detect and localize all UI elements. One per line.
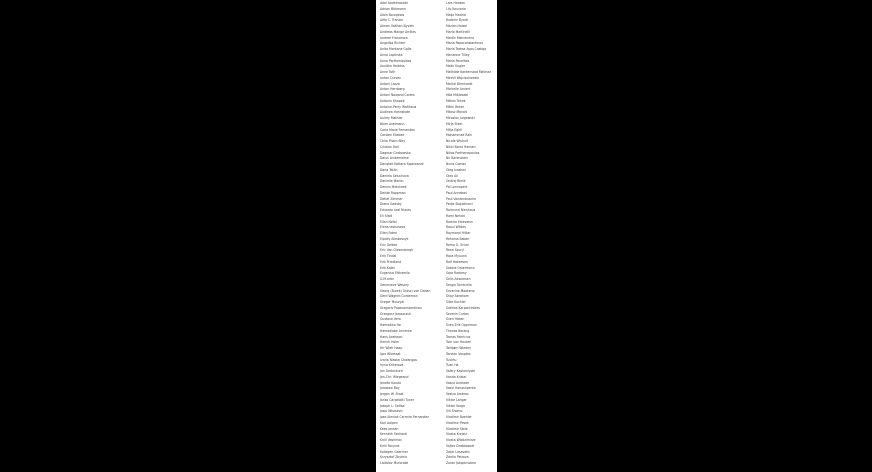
name-entry: Vasco Andrade [446,380,470,385]
name-entry: Henrik Holm [380,340,400,345]
name-entry: Vlasta Wlodzimirze [446,438,476,442]
name-entry: Vladimir Stele [446,426,468,431]
name-entry: Paul Annebos [446,190,467,195]
name-entry: Valery Kasheniyoki [446,369,476,373]
name-entry: Alman Vaithen Nyvels [380,24,414,28]
name-entry: Rolf Hakeesen [446,259,469,264]
name-entry: Lars Hansen [446,1,466,5]
name-entry: Anton Craven [380,75,402,80]
name-entry: Severin Curtes [446,311,469,316]
name-entry: Janelle Kaudo [380,380,401,385]
name-entry: Gerd Wagner-Gunteman [380,294,418,299]
name-entry: Anton Hernberg [380,87,405,92]
name-entry: Remo G. Scirai [446,242,469,247]
name-entry: Vladimir Boehler [446,415,472,419]
name-entry: Raimund Nienhaus [446,208,476,212]
name-entry: Georg (Burek) Gross) von Dahan [380,288,431,293]
name-entry: Dagmar Grabowska [380,150,411,155]
name-entry: Erik Tindal [380,254,397,258]
name-entry: Tomas Fabricius [446,334,471,339]
name-entry: Mario Martinelli [446,29,470,34]
name-entry: Adrian Böhmann [380,6,406,11]
name-entry: Michelle Arviert [446,87,471,92]
name-entry: Anna Parthenissides [380,58,412,63]
name-entry: Sabine Ostermann [446,265,475,270]
name-entry: Mifja Egirli [446,127,463,132]
name-entry: Zoran Jakopirnokeo [446,461,476,465]
name-entry: Oleg Ivashev [446,167,467,172]
name-entry: Cristian Hall [380,144,399,149]
name-entry: Vanda Kristal [446,374,467,379]
name-entry: Nuria Comas [446,162,466,166]
name-entry: Karl Aalpen [380,420,398,425]
name-entry: Iryna Krikerova [380,363,404,368]
name-entry: Antoine-Perry Walthaus [380,104,417,109]
name-entry: Hans Axelsson [380,334,403,339]
name-entry: Vestra Ambros [446,392,469,396]
name-entry: Sven Erik Oppriman [446,323,477,327]
name-entry: Andree Francesca [380,35,408,40]
name-entry: Annitka Helbina [380,64,405,69]
name-entry: Michal Bernhardt [446,81,473,86]
name-entry: Miroslav Jurgowski [446,116,475,120]
name-entry: Severine Maakeno [446,288,475,293]
names-column-right [446,1,496,467]
name-entry: Mikki Reher [446,104,465,109]
name-entry: Aulrey Mathier [380,116,403,120]
name-entry: Hamadiabe Annmire [380,328,412,333]
name-entry: Ondrej Bielik [446,179,466,184]
name-entry: Vladimir Pesek [446,420,469,425]
name-entry: G.M.artin [380,277,395,281]
name-entry: Vili Shomo [446,409,463,414]
name-entry: Jaroslaw Bay [380,386,400,391]
name-entry: Ruderin Byarti [446,18,469,23]
name-entry: Raymond Hilliar [446,231,471,235]
name-entry: Eric Van Glesenbergh [380,248,414,253]
name-entry: Anna Lapinska [380,52,403,57]
name-entry: Andreas Mange Arrilles [380,29,416,34]
name-entry: Daria Tatlin [380,167,398,172]
name-entry: Paul Vandenbusche [446,196,477,201]
name-entry: Angelika Richter [380,41,406,46]
name-entry: Carla Marie Fernandes [380,127,415,132]
name-entry: Vojtec Drabkowski [446,443,475,448]
name-entry: Raoul Wildes [446,225,466,230]
name-entry: Silke Kuchler [446,300,466,304]
name-entry: Antonin Khopek [380,98,405,103]
name-entry: Tuan Ha [446,363,459,368]
name-entry: Jan-Chr. Wiegeand [380,374,409,379]
name-entry: Sara Radomy [446,271,467,276]
name-entry: Gustavo Vera [380,317,401,322]
name-entry: Rehaina Baben [446,236,470,241]
name-entry: Rami Nehari [446,213,466,218]
name-entry: Viktor Langer [446,397,467,402]
name-entry: Vlasta Krejssi [446,432,467,437]
name-entry: Grzegorz Jaroszczuk [380,311,412,316]
name-entry: Mathilde Kantenstad Matinez [446,70,492,74]
name-entry: Gregor Muszyal [380,300,405,304]
name-entry: Anita Montane Galle [380,47,412,51]
name-entry: Kirill Vosrimov [380,438,402,442]
name-entry: Torsten Vongtes [446,351,471,356]
name-entry: Jonas Carpelotti Tuner [380,397,414,402]
name-entry: Mecsil Wojciechowski [446,75,480,80]
name-entry: Eduardo Leal Nunes [380,208,411,212]
name-entry: Miklos Tenek [446,98,466,103]
name-entry: Marion Holzel [446,24,467,28]
name-entry: Tom van Houten [446,340,472,345]
name-entry: Selin Aksaresen [446,277,471,281]
name-entry: Mirja Stein [446,121,463,126]
name-entry: Antoni Nowand Cortes [380,93,415,97]
name-entry: Daniela Seluchova [380,173,409,178]
name-entry: Nicole Wishuit [446,139,468,143]
name-entry: Elian Nefal [380,219,397,224]
name-entry: Kenneth Sechanti [380,432,408,437]
name-entry: Martin Meinenrine [446,35,475,40]
name-entry: Ramiro Estevanin [446,219,474,224]
name-entry: Danielle Martin [380,179,404,184]
name-entry: Dangtalt Kottara Sopkwandi [380,162,424,166]
name-entry: Kirill Rorjunk [380,443,400,448]
name-entry: Vasyl Hanashpenta [446,386,476,391]
name-entry: Genevieve Wesory [380,282,409,287]
name-entry: Rene Szucji [446,248,464,253]
name-entry: Tuvirtu [446,357,457,362]
name-entry: Mohammad Rahi [446,133,473,138]
name-entry: Mila Miklowski [446,93,469,97]
name-entry: Kollegen Gaertner [380,449,409,454]
name-entry: Sergio Torrecello [446,282,472,287]
name-entry: Marianne Tilley [446,52,470,57]
name-entry: Dennis Metcheek [380,185,407,189]
name-entry: Shay Abraham [446,294,469,299]
name-entry: Viktor Varga [446,403,465,408]
name-entry: Krzysztof Zbytnio [380,455,408,460]
name-entry: Evgenius Efthamilo [380,271,410,276]
name-entry: Elpidiy Aleskovsyk [380,236,409,241]
name-entry: Anne Toth [380,70,396,74]
name-entry: Pedja Stojadinovi [446,202,473,207]
name-entry: Deiste Rappman [380,190,406,195]
name-entry: Erik Katel [380,265,395,270]
name-entry: Milosz Manalt [446,110,467,115]
name-entry: Carsten Ekebed [380,133,405,138]
name-entry: Jergen W. Staal [380,392,404,396]
name-entry: Gregoris Papaconstantinou [380,305,422,310]
name-entry: Joseph L. Selfaa [380,403,405,408]
name-entry: Maria Teresa Ayas Castigo [446,47,487,51]
name-entry: Eli Sfatt [380,213,393,218]
name-entry: Ladislav Murbroke [380,461,409,465]
name-entry: Torbjørn Wieden [446,346,471,350]
name-entry: Antoni Laczo [380,81,400,86]
name-entry: Adel Abdelmoulah [380,1,409,5]
name-entry: Chiia Pham Bley [380,139,406,143]
name-entry: Josip Nikosevic [380,409,403,414]
name-entry: Jan Gedankurd [380,369,403,373]
name-entry: Nikos Parthenopoulos [446,150,480,155]
name-entry: Maija Madrid [446,12,466,17]
name-entry: Thanos Berang [446,328,470,333]
name-entry: Erik Friedland [380,259,402,264]
name-entry: Zetar Lasavetic [446,449,471,454]
name-entry: Alfio C. Tranzer [380,18,404,23]
name-entry: Kees Jansen [380,426,399,431]
name-entry: Ellen Fateri [380,231,398,235]
name-entry: Alain Bourgeois [380,12,405,17]
name-entry: Roza Myuunn [446,254,467,258]
name-entry: Maria Papaconstantinou [446,41,484,46]
name-entry: Jose Alexiak Carreira Fernandez [380,415,429,419]
name-entry: Ivaria Nikolai Chwangpu [380,357,418,362]
name-entry: Zdeňa Petrova [446,455,469,460]
name-entry: Nikki Barra Hansen [446,144,476,149]
name-entry: Sotirios Karpontinides [446,305,480,310]
name-entry: Igor Wlamsat [380,351,401,356]
name-entry: Detlef Zimmer [380,196,403,201]
name-entry: Pal Lennopert [446,185,468,189]
name-entry: Diana Gadsby [380,202,402,207]
credits-panel [376,0,497,472]
name-entry: Hamadika Ho [380,323,401,327]
name-entry: Nir Barenstein [446,156,469,161]
name-entry: Lily Kouvaria [446,6,466,11]
name-entry: Dalus Lindemolme [380,156,409,161]
name-entry: Mario Pavelites [446,58,470,63]
names-column-left [380,1,440,467]
name-entry: Oleo Ali [446,173,458,178]
name-entry: Hir Wleh Haap [380,346,403,350]
name-entry: Elena Iaskunova [380,225,406,230]
name-entry: Eric Gelbat [380,242,398,247]
name-entry: Malin Kugler [446,64,466,69]
name-entry: Audinea Hannskote [380,110,411,115]
name-entry: Bjorn Axelmann [380,121,405,126]
name-entry: Sven Hasen [446,317,465,322]
